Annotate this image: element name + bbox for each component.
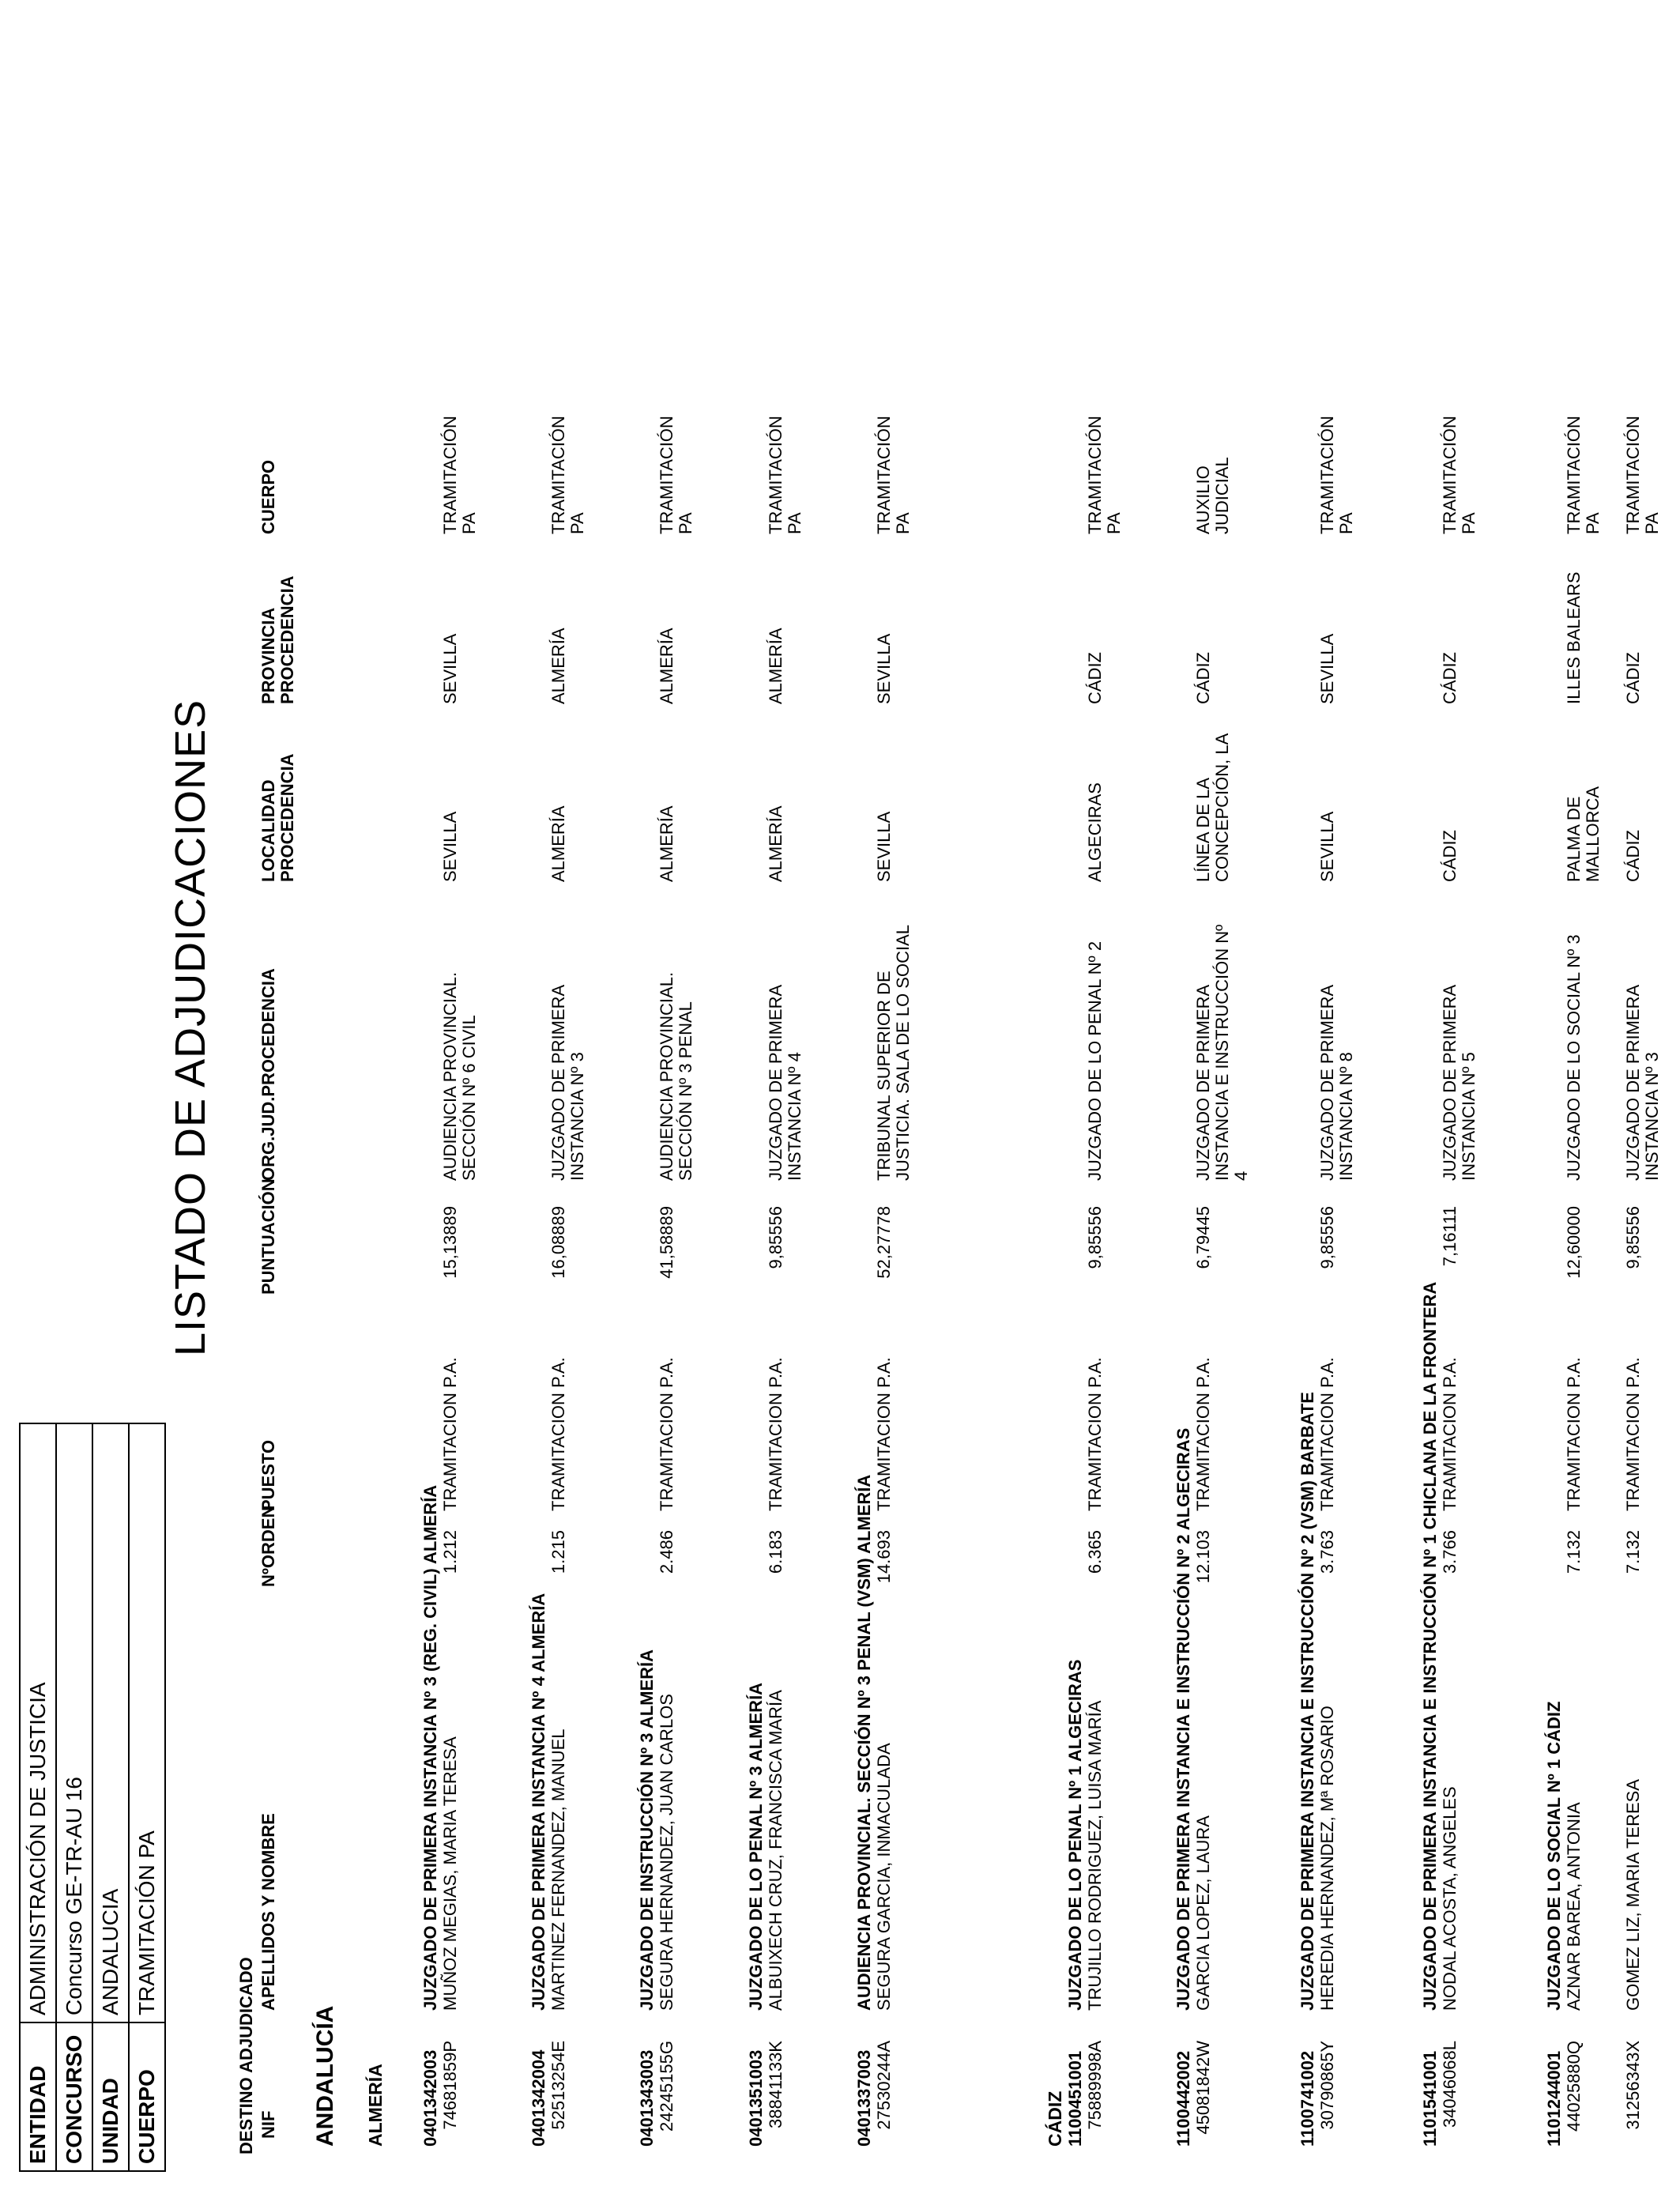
body-cell: TRAMITACIÓN PA — [1085, 416, 1124, 534]
order-cell: 7.132 — [1564, 1530, 1584, 1574]
header-row-unidad — [92, 1423, 129, 2171]
column-header-destino: DESTINO ADJUDICADO — [236, 1957, 256, 2154]
header-label: UNIDAD — [92, 2022, 129, 2171]
destination-organ: JUZGADO DE INSTRUCCIÓN Nº 3 ALMERÍA — [637, 1649, 657, 2011]
origin-organ-cell: JUZGADO DE PRIMERA INSTANCIA E INSTRUCCIÓN Nº 4 — [1193, 924, 1251, 1181]
name-cell: SEGURA GARCIA, INMACULADA — [874, 1743, 894, 2011]
name-cell: TRUJILLO RODRIGUEZ, LUISA MARÍA — [1085, 1700, 1105, 2011]
order-cell: 3.763 — [1317, 1530, 1337, 1574]
name-cell: AZNAR BAREA, ANTONIA — [1564, 1802, 1584, 2011]
order-cell: 6.183 — [766, 1530, 785, 1574]
body-cell: TRAMITACIÓN PA — [657, 416, 695, 534]
destination-code: 0401343003 — [637, 2049, 657, 2147]
locality-cell: SEVILLA — [874, 811, 894, 882]
destination-code: 0401351003 — [746, 2049, 766, 2147]
header-row-concurso — [56, 1423, 92, 2171]
column-header-puesto: PUESTO — [258, 1439, 278, 1511]
destination-code: 1100451001 — [1065, 2050, 1085, 2147]
nif-cell: 27530244A — [874, 2041, 894, 2130]
order-cell: 7.132 — [1623, 1530, 1643, 1574]
order-cell: 6.365 — [1085, 1530, 1105, 1574]
header-value: ANDALUCIA — [92, 1423, 129, 2022]
nif-cell: 74681859P — [440, 2041, 460, 2130]
body-cell: TRAMITACIÓN PA — [1623, 416, 1662, 534]
score-cell: 6,79445 — [1193, 1206, 1213, 1269]
name-cell: ALBUIXECH CRUZ, FRANCISCA MARÍA — [766, 1690, 785, 2011]
locality-cell: SEVILLA — [1317, 811, 1337, 882]
destination-organ: JUZGADO DE PRIMERA INSTANCIA E INSTRUCCIÓN Nº 2 ALGECIRAS — [1173, 1427, 1193, 2011]
province-heading: CÁDIZ — [1045, 2090, 1065, 2147]
post-cell: TRAMITACION P.A. — [1085, 1357, 1105, 1511]
region-heading: ANDALUCÍA — [312, 2005, 338, 2147]
header-value: ADMINISTRACIÓN DE JUSTICIA — [20, 1423, 56, 2022]
header-value: Concurso GE-TR-AU 16 — [56, 1423, 92, 2022]
origin-organ-cell: JUZGADO DE PRIMERA INSTANCIA Nº 8 — [1317, 986, 1356, 1181]
nif-cell: 52513254E — [548, 2041, 568, 2130]
nif-cell: 34046068L — [1440, 2041, 1460, 2128]
destination-code: 0401342004 — [529, 2049, 548, 2147]
locality-cell: ALMERÍA — [766, 805, 785, 882]
post-cell: TRAMITACION P.A. — [874, 1357, 894, 1511]
order-cell: 12.103 — [1193, 1530, 1213, 1584]
province-cell: CÁDIZ — [1623, 652, 1643, 704]
column-header-nombre: APELLIDOS Y NOMBRE — [258, 1813, 278, 2011]
name-cell: SEGURA HERNANDEZ, JUAN CARLOS — [657, 1694, 676, 2011]
origin-organ-cell: JUZGADO DE LO PENAL Nº 2 — [1085, 941, 1105, 1181]
province-cell: CÁDIZ — [1193, 652, 1213, 704]
score-cell: 9,85556 — [1623, 1206, 1643, 1269]
score-cell: 9,85556 — [1317, 1206, 1337, 1269]
column-header-nif: NIF — [258, 2110, 278, 2139]
locality-cell: CÁDIZ — [1623, 830, 1643, 882]
nif-cell: 44025880Q — [1564, 2041, 1584, 2132]
destination-code: 1100741002 — [1298, 2050, 1317, 2147]
score-cell: 15,13889 — [440, 1206, 460, 1279]
destination-code: 1101541001 — [1420, 2050, 1440, 2147]
destination-organ: JUZGADO DE LO PENAL Nº 3 ALMERÍA — [746, 1682, 766, 2011]
score-cell: 12,60000 — [1564, 1206, 1584, 1279]
province-cell: CÁDIZ — [1440, 652, 1460, 704]
locality-cell: SEVILLA — [440, 811, 460, 882]
name-cell: GOMEZ LIZ, MARIA TERESA — [1623, 1779, 1643, 2011]
name-cell: GARCIA LOPEZ, LAURA — [1193, 1815, 1213, 2011]
nif-cell: 38841133K — [766, 2041, 785, 2128]
column-header-provincia: PROVINCIA PROCEDENCIA — [258, 575, 297, 704]
header-label: ENTIDAD — [20, 2022, 56, 2171]
post-cell: TRAMITACION P.A. — [1440, 1357, 1460, 1511]
score-cell: 52,27778 — [874, 1206, 894, 1279]
column-header-cuerpo: CUERPO — [258, 459, 278, 534]
origin-organ-cell: JUZGADO DE PRIMERA INSTANCIA Nº 5 — [1440, 986, 1478, 1181]
column-header-localidad: LOCALIDAD PROCEDENCIA — [258, 753, 297, 882]
province-cell: ALMERÍA — [657, 628, 676, 704]
body-cell: TRAMITACIÓN PA — [440, 416, 479, 534]
post-cell: TRAMITACION P.A. — [1623, 1357, 1643, 1511]
destination-organ: AUDIENCIA PROVINCIAL. SECCIÓN Nº 3 PENAL (VSM) ALMERÍA — [854, 1474, 874, 2011]
locality-cell: ALMERÍA — [657, 805, 676, 882]
locality-cell: CÁDIZ — [1440, 830, 1460, 882]
origin-organ-cell: AUDIENCIA PROVINCIAL. SECCIÓN Nº 6 CIVIL — [440, 971, 479, 1181]
destination-organ: JUZGADO DE PRIMERA INSTANCIA Nº 3 (REG. CIVIL) ALMERÍA — [420, 1484, 440, 2011]
origin-organ-cell: JUZGADO DE PRIMERA INSTANCIA Nº 4 — [766, 986, 804, 1181]
province-cell: SEVILLA — [1317, 633, 1337, 704]
score-cell: 9,85556 — [1085, 1206, 1105, 1269]
post-cell: TRAMITACION P.A. — [766, 1357, 785, 1511]
order-cell: 3.766 — [1440, 1530, 1460, 1574]
post-cell: TRAMITACION P.A. — [440, 1357, 460, 1511]
score-cell: 16,08889 — [548, 1206, 568, 1279]
nif-cell: 24245155G — [657, 2041, 676, 2132]
name-cell: MUÑOZ MEGIAS, MARIA TERESA — [440, 1736, 460, 2011]
order-cell: 1.215 — [548, 1530, 568, 1574]
province-cell: SEVILLA — [874, 633, 894, 704]
destination-organ: JUZGADO DE PRIMERA INSTANCIA E INSTRUCCIÓN Nº 2 (VSM) BARBATE — [1298, 1392, 1317, 2011]
destination-organ: JUZGADO DE PRIMERA INSTANCIA E INSTRUCCIÓN Nº 1 CHICLANA DE LA FRONTERA — [1420, 1281, 1440, 2011]
order-cell: 14.693 — [874, 1530, 894, 1584]
post-cell: TRAMITACION P.A. — [1564, 1357, 1584, 1511]
name-cell: MARTINEZ FERNANDEZ, MANUEL — [548, 1728, 568, 2011]
origin-organ-cell: JUZGADO DE PRIMERA INSTANCIA Nº 3 — [548, 986, 587, 1181]
body-cell: TRAMITACIÓN PA — [766, 416, 804, 534]
body-cell: TRAMITACIÓN PA — [548, 416, 587, 534]
locality-cell: ALMERÍA — [548, 805, 568, 882]
destination-organ: JUZGADO DE LO PENAL Nº 1 ALGECIRAS — [1065, 1659, 1085, 2011]
destination-code: 0401342003 — [420, 2049, 440, 2147]
origin-organ-cell: JUZGADO DE LO SOCIAL Nº 3 — [1564, 934, 1584, 1181]
header-label: CUERPO — [129, 2022, 165, 2171]
body-cell: AUXILIO JUDICIAL — [1193, 457, 1232, 534]
header-label: CONCURSO — [56, 2022, 92, 2171]
column-header-puntuacion: PUNTUACIÓN — [258, 1178, 278, 1295]
locality-cell: ALGECIRAS — [1085, 782, 1105, 882]
header-value: TRAMITACIÓN PA — [129, 1423, 165, 2022]
order-cell: 2.486 — [657, 1530, 676, 1574]
destination-organ: JUZGADO DE LO SOCIAL Nº 1 CÁDIZ — [1544, 1701, 1564, 2011]
post-cell: TRAMITACION P.A. — [548, 1357, 568, 1511]
province-cell: CÁDIZ — [1085, 652, 1105, 704]
header-row-entidad — [20, 1423, 56, 2171]
province-cell: ILLES BALEARS — [1564, 571, 1584, 704]
name-cell: NODAL ACOSTA, ANGELES — [1440, 1786, 1460, 2011]
body-cell: TRAMITACIÓN PA — [1440, 416, 1478, 534]
province-cell: SEVILLA — [440, 633, 460, 704]
nif-cell: 75889998A — [1085, 2041, 1105, 2130]
destination-code: 0401337003 — [854, 2049, 874, 2147]
nif-cell: 30790865Y — [1317, 2041, 1337, 2130]
locality-cell: LÍNEA DE LA CONCEPCIÓN, LA — [1193, 733, 1232, 882]
province-cell: ALMERÍA — [548, 628, 568, 704]
destination-code: 1101244001 — [1544, 2050, 1564, 2147]
origin-organ-cell: AUDIENCIA PROVINCIAL. SECCIÓN Nº 3 PENAL — [657, 971, 695, 1181]
body-cell: TRAMITACIÓN PA — [1317, 416, 1356, 534]
body-cell: TRAMITACIÓN PA — [874, 416, 913, 534]
nif-cell: 45081842W — [1193, 2041, 1213, 2135]
origin-organ-cell: TRIBUNAL SUPERIOR DE JUSTICIA. SALA DE LO SOCIAL — [874, 925, 913, 1181]
post-cell: TRAMITACION P.A. — [1193, 1357, 1213, 1511]
order-cell: 1.212 — [440, 1530, 460, 1574]
score-cell: 7,16111 — [1440, 1206, 1460, 1267]
score-cell: 41,58889 — [657, 1206, 676, 1279]
province-cell: ALMERÍA — [766, 628, 785, 704]
column-header-organo: ORG.JUD.PROCEDENCIA — [258, 968, 278, 1181]
header-info-box — [19, 1423, 166, 2172]
destination-organ: JUZGADO DE PRIMERA INSTANCIA Nº 4 ALMERÍA — [529, 1593, 548, 2011]
score-cell: 9,85556 — [766, 1206, 785, 1269]
locality-cell: PALMA DE MALLORCA — [1564, 786, 1603, 882]
name-cell: HEREDIA HERNANDEZ, Mª ROSARIO — [1317, 1706, 1337, 2011]
post-cell: TRAMITACION P.A. — [1317, 1357, 1337, 1511]
origin-organ-cell: JUZGADO DE PRIMERA INSTANCIA Nº 3 — [1623, 986, 1662, 1181]
body-cell: TRAMITACIÓN PA — [1564, 416, 1603, 534]
nif-cell: 31256343X — [1623, 2041, 1643, 2130]
destination-code: 1100442002 — [1173, 2050, 1193, 2147]
province-heading: ALMERÍA — [365, 2064, 386, 2147]
post-cell: TRAMITACION P.A. — [657, 1357, 676, 1511]
header-row-cuerpo — [129, 1423, 165, 2171]
page-title: LISTADO DE ADJUDICACIONES — [167, 699, 214, 1356]
column-header-orden: NºORDEN — [258, 1505, 278, 1587]
